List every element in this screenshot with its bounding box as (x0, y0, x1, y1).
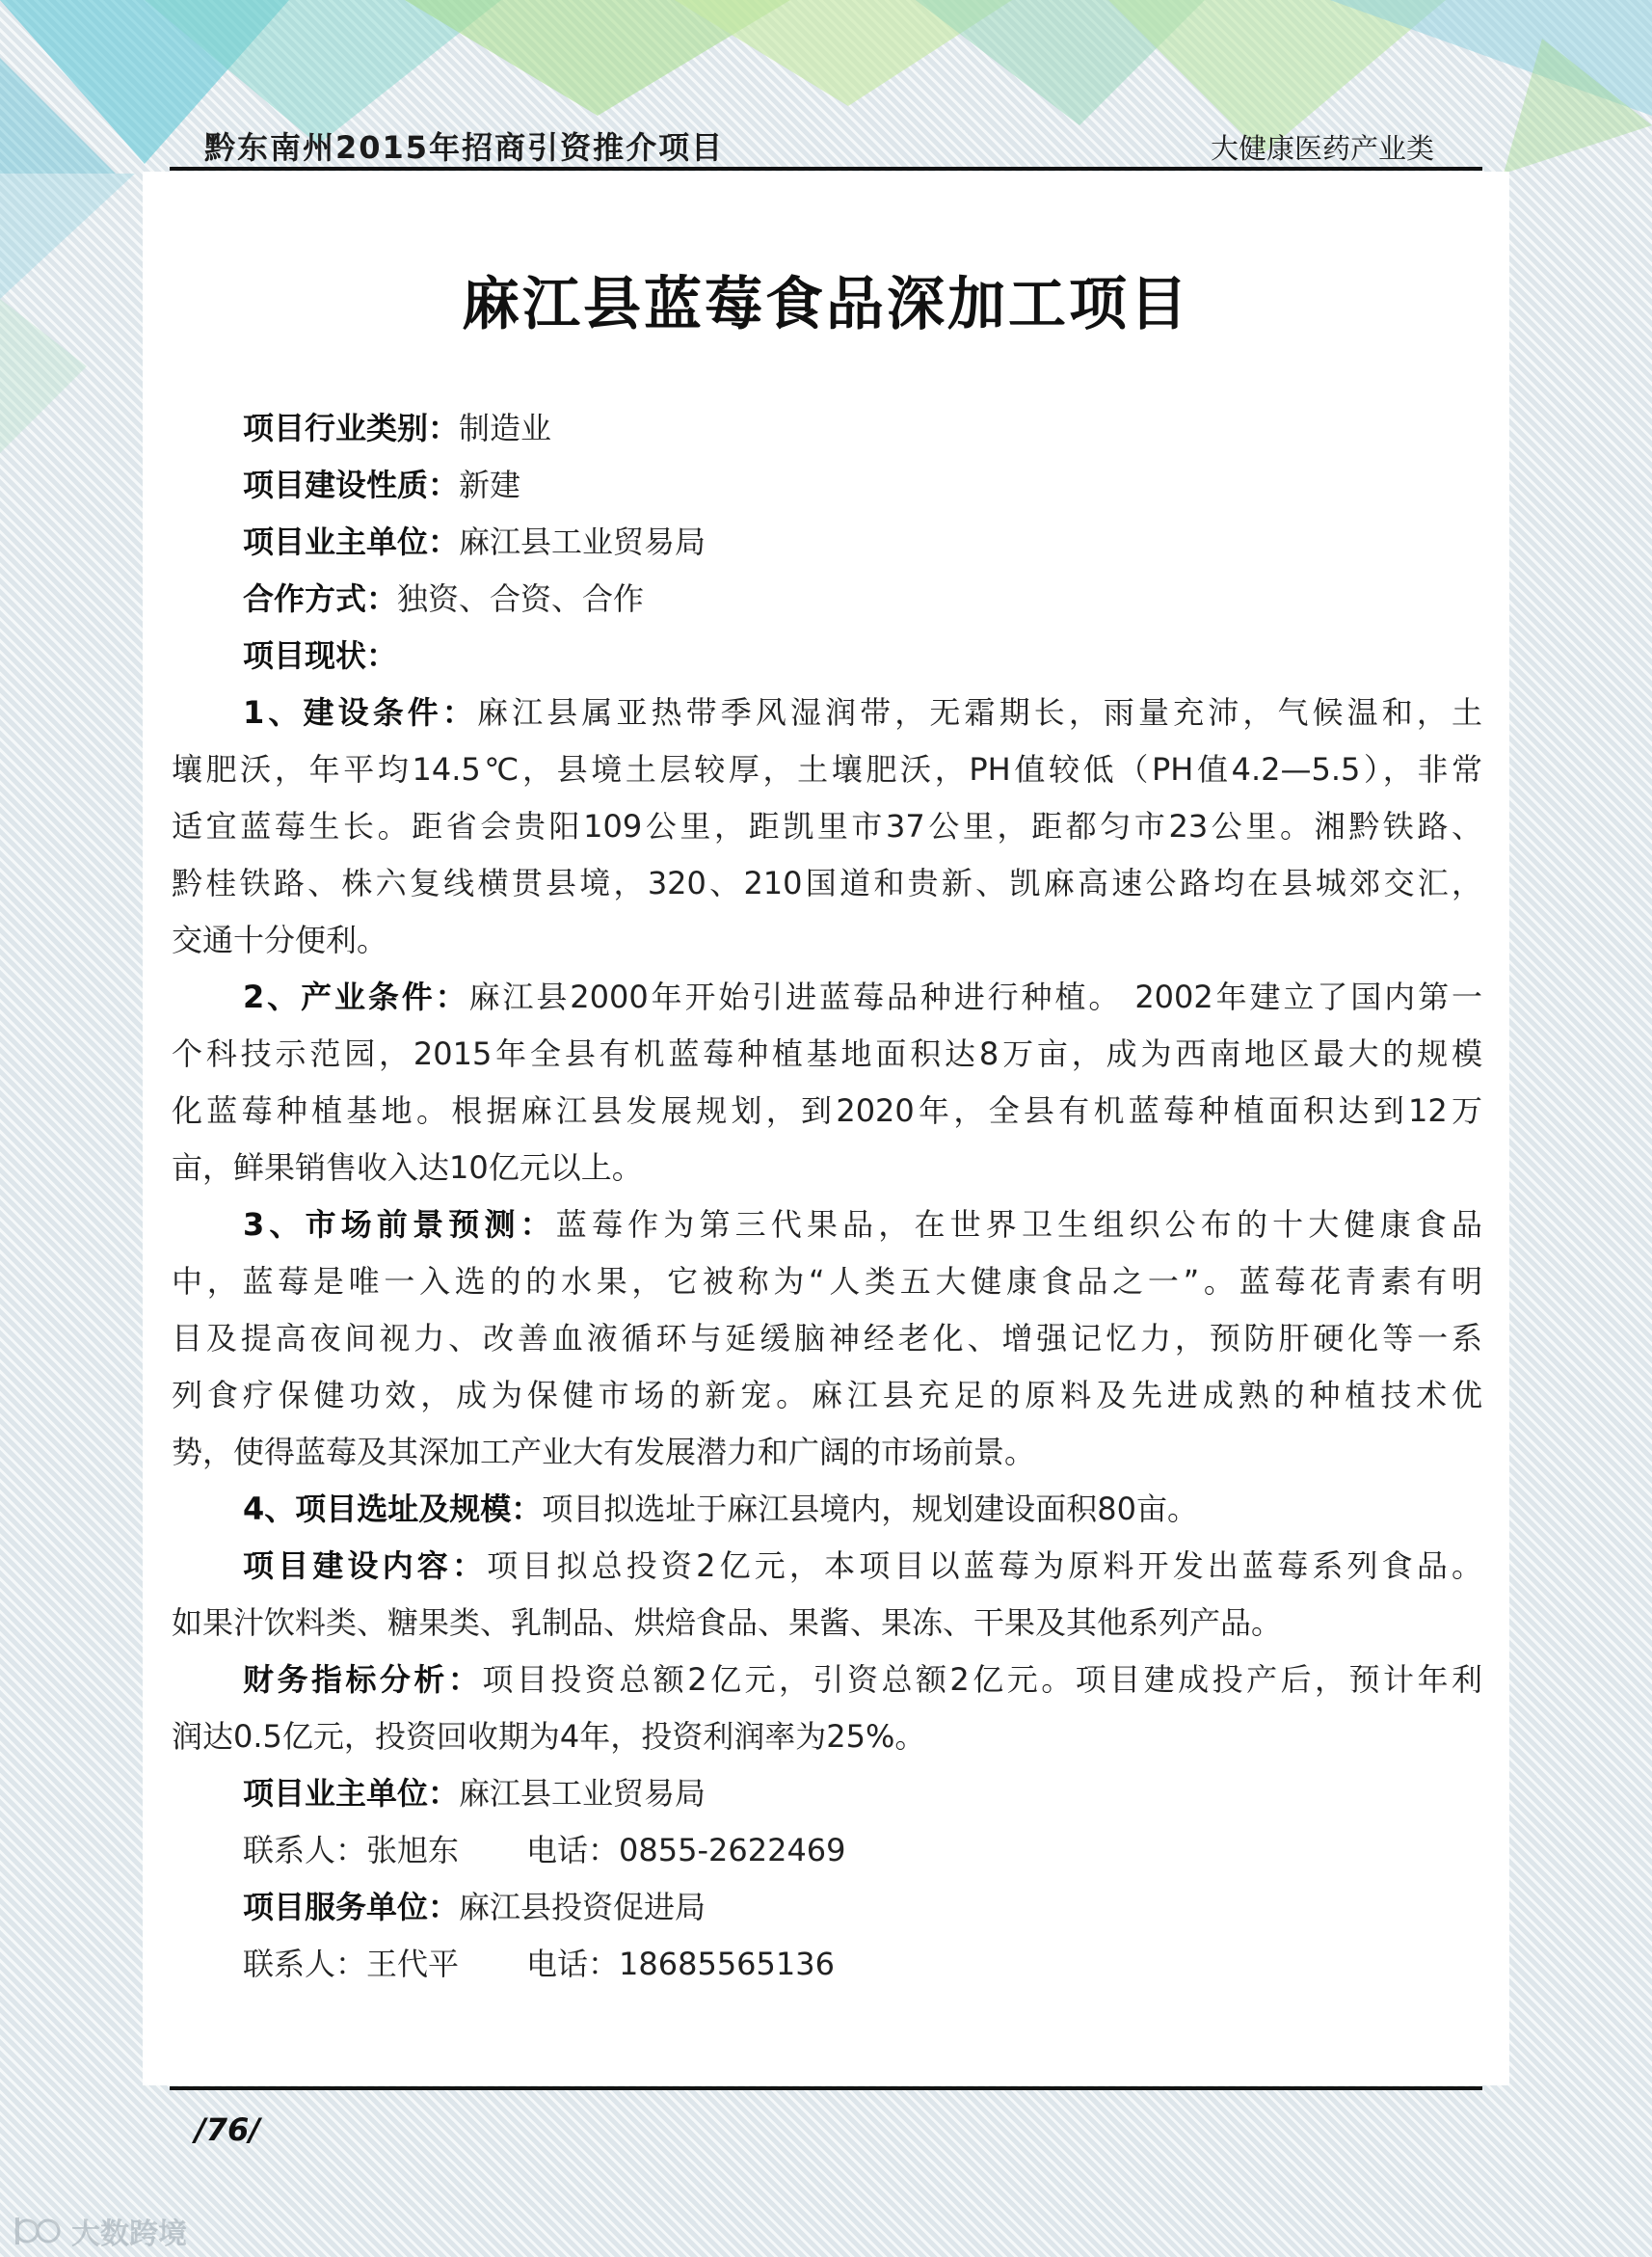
footer-rule (170, 2086, 1482, 2090)
section-1-line: 交通十分便利。 (172, 922, 388, 958)
section-1-line: 壤肥沃，年平均14.5℃，县境土层较厚，土壤肥沃，PH值较低（PH值4.2—5.5），非常 (172, 751, 1482, 788)
section-label: 财务指标分析： (243, 1661, 483, 1698)
contact-service-unit (172, 1879, 1482, 1936)
contact-value: 麻江县投资促进局 (459, 1889, 706, 1925)
field-label: 项目行业类别： (243, 410, 460, 446)
finance-line: 润达0.5亿元，投资回收期为4年，投资利润率为25%。 (172, 1718, 926, 1755)
contact-person: 联系人：张旭东 (243, 1832, 460, 1868)
section-2-line: 个科技示范园，2015年全县有机蓝莓种植基地面积达8万亩，成为西南地区最大的规模 (172, 1035, 1482, 1072)
section-2-line: 亩，鲜果销售收入达10亿元以上。 (172, 1149, 643, 1186)
contact-owner-person (172, 1822, 1482, 1879)
watermark (13, 2210, 187, 2252)
field-label: 合作方式： (243, 580, 398, 617)
page-title: 麻江县蓝莓食品深加工项目 (462, 271, 1190, 338)
section-2-line: 化蓝莓种植基地。根据麻江县发展规划，到2020年，全县有机蓝莓种植面积达到12万 (172, 1092, 1482, 1129)
section-3-line: 目及提高夜间视力、改善血液循环与延缓脑神经老化、增强记忆力，预防肝硬化等一系 (172, 1320, 1482, 1357)
contact-service-person (172, 1936, 1482, 1993)
content-line (172, 1538, 1482, 1595)
field-industry (172, 400, 1482, 457)
section-1-line: 黔桂铁路、株六复线横贯县境，320、210国道和贵新、凯麻高速公路均在县城郊交汇， (172, 865, 1482, 901)
section-text: 麻江县2000年开始引进蓝莓品种进行种植。 2002年建立了国内第一 (468, 979, 1482, 1015)
field-status (172, 628, 1482, 685)
section-3-line: 列食疗保健功效，成为保健市场的新宠。麻江县充足的原料及先进成熟的种植技术优 (172, 1377, 1482, 1413)
section-4-line (172, 1481, 1482, 1538)
finance-line (172, 1652, 1482, 1708)
section-2-line (172, 969, 1482, 1026)
contact-label: 项目业主单位： (243, 1775, 460, 1812)
header-rule (170, 167, 1482, 171)
section-3-line: 中，蓝莓是唯一入选的的水果，它被称为“人类五大健康食品之一”。蓝莓花青素有明 (172, 1263, 1482, 1300)
section-3-line: 势，使得蓝莓及其深加工产业大有发展潜力和广阔的市场前景。 (172, 1434, 1036, 1470)
section-text: 麻江县属亚热带季风湿润带，无霜期长，雨量充沛，气候温和，土 (477, 694, 1482, 731)
section-label: 1、建设条件： (243, 694, 478, 731)
section-label: 2、产业条件： (243, 979, 469, 1015)
side-decoration (0, 174, 145, 463)
section-text: 项目拟选址于麻江县境内，规划建设面积80亩。 (542, 1491, 1199, 1527)
header-category: 大健康医药产业类 (1210, 132, 1434, 165)
field-cooperation (172, 571, 1482, 628)
field-owner (172, 514, 1482, 571)
section-text: 项目拟总投资2亿元，本项目以蓝莓为原料开发出蓝莓系列食品。 (487, 1547, 1482, 1584)
contact-value: 麻江县工业贸易局 (459, 1775, 706, 1812)
field-label: 项目现状： (243, 637, 398, 674)
content-line: 如果汁饮料类、糖果类、乳制品、烘焙食品、果酱、果冻、干果及其他系列产品。 (172, 1604, 1283, 1641)
field-label: 项目建设性质： (243, 467, 460, 503)
field-value: 制造业 (459, 410, 552, 446)
field-label: 项目业主单位： (243, 524, 460, 560)
section-label: 4、项目选址及规模： (243, 1491, 543, 1527)
document-body (172, 400, 1482, 1993)
field-nature (172, 457, 1482, 514)
section-3-line (172, 1196, 1482, 1253)
section-label: 项目建设内容： (243, 1547, 488, 1584)
section-text: 项目投资总额2亿元，引资总额2亿元。项目建成投产后，预计年利 (482, 1661, 1482, 1698)
section-label: 3、市场前景预测： (243, 1206, 556, 1243)
page-number: /76/ (195, 2111, 260, 2148)
contact-phone: 电话：0855-2622469 (526, 1832, 846, 1868)
section-1-line: 适宜蓝莓生长。距省会贵阳109公里，距凯里市37公里，距都匀市23公里。湘黔铁路、 (172, 808, 1482, 845)
contact-owner-unit (172, 1765, 1482, 1822)
header-publication-title: 黔东南州2015年招商引资推介项目 (204, 129, 725, 166)
field-value: 新建 (459, 467, 521, 503)
contact-label: 项目服务单位： (243, 1889, 460, 1925)
contact-person: 联系人：王代平 (243, 1946, 460, 1982)
watermark-text: 大数跨境 (71, 2217, 187, 2251)
section-1-line (172, 685, 1482, 741)
contact-phone: 电话：18685565136 (526, 1946, 835, 1982)
watermark-logo-icon (13, 2212, 64, 2250)
section-text: 蓝莓作为第三代果品，在世界卫生组织公布的十大健康食品 (555, 1206, 1482, 1243)
field-value: 独资、合资、合作 (397, 580, 645, 617)
field-value: 麻江县工业贸易局 (459, 524, 706, 560)
